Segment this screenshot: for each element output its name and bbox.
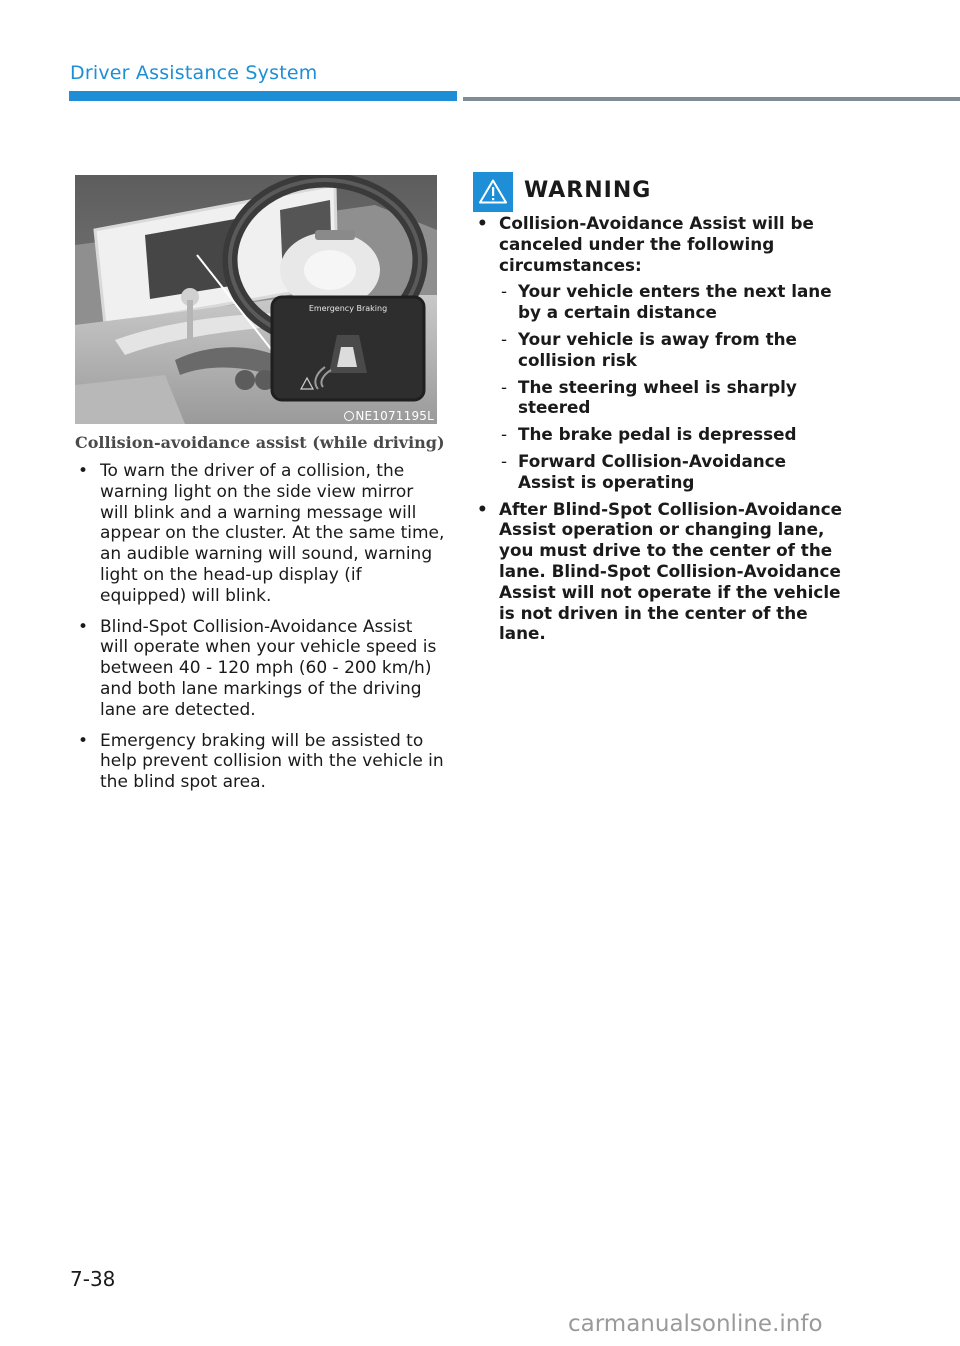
warning-sub-list bbox=[499, 281, 845, 492]
page-number: 7-38 bbox=[70, 1267, 116, 1291]
warning-header bbox=[473, 172, 773, 212]
circle-o-icon bbox=[344, 411, 354, 421]
header-rule-gray bbox=[463, 97, 960, 101]
screen-label: Emergency Braking bbox=[308, 304, 388, 313]
list-item: • Collision-Avoidance Assist will be canceled under the following circumstances: - Your vehicle enters the next lane by a certain distance - Your vehicle is away from the collision risk - The steering wheel is sharply steered - The brake pedal is depressed - Forward Collision-Avoidance Assist is operating bbox=[475, 213, 845, 493]
watermark: carmanualsonline.info bbox=[568, 1311, 823, 1337]
list-item: • Blind-Spot Collision-Avoidance Assist will operate when your vehicle speed is between 40 - 120 mph (60 - 200 km/h) and both lane markings of the driving lane are detected. bbox=[78, 616, 437, 720]
dashboard-illustration bbox=[75, 175, 437, 424]
section-title: Driver Assistance System bbox=[70, 62, 318, 84]
list-item: - Your vehicle enters the next lane by a certain distance bbox=[501, 281, 832, 323]
dashboard-drawing bbox=[75, 175, 437, 424]
figure-caption: Collision-avoidance assist (while driving) bbox=[75, 433, 445, 452]
left-bullet-list bbox=[75, 461, 445, 803]
header-rule-accent bbox=[69, 91, 457, 101]
warning-title: WARNING bbox=[524, 178, 652, 203]
list-item: • After Blind-Spot Collision-Avoidance Assist operation or changing lane, you must drive to the center of the lane. Blind-Spot Collision-Avoidance Assist will not operate if the vehicle is not driven in the center of the lane. bbox=[477, 498, 843, 644]
list-item: - Forward Collision-Avoidance Assist is operating bbox=[501, 450, 787, 492]
warning-list bbox=[475, 213, 845, 650]
list-item: • To warn the driver of a collision, the warning light on the side view mirror will blink and a warning message will appear on the cluster. At the same time, an audible warning will sound, warning light on the head-up display (if equipped) will blink. bbox=[78, 461, 445, 606]
figure-code: NE1071195L bbox=[344, 409, 434, 423]
warning-icon bbox=[473, 172, 513, 212]
list-item: - The steering wheel is sharply steered bbox=[501, 376, 797, 418]
list-item: • Emergency braking will be assisted to help prevent collision with the vehicle in the blind spot area. bbox=[78, 730, 444, 793]
list-item: - Your vehicle is away from the collision risk bbox=[501, 328, 797, 370]
list-item: - The brake pedal is depressed bbox=[501, 424, 797, 445]
